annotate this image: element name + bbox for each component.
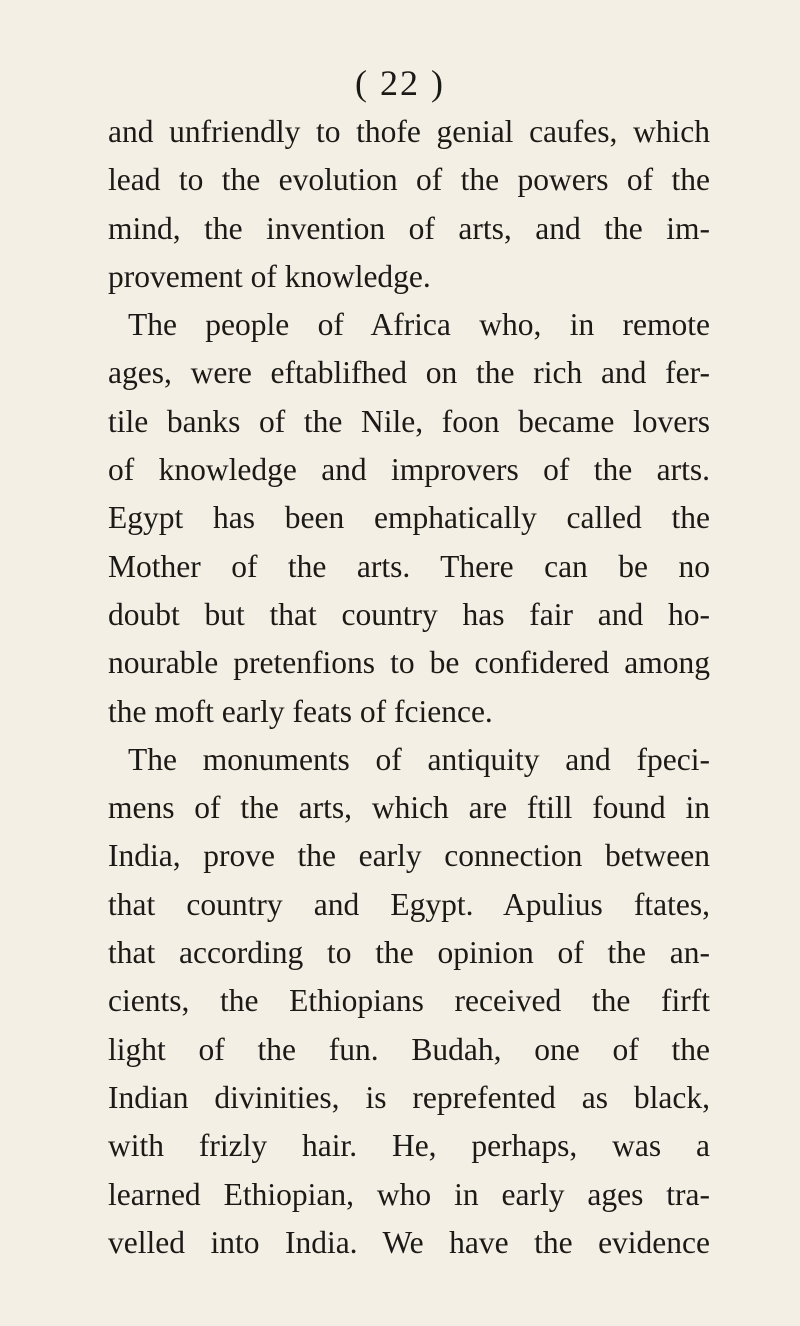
text-line: India, prove the early connection between bbox=[108, 838, 710, 874]
text-line: mind, the invention of arts, and the im- bbox=[108, 210, 710, 246]
text-line: with frizly hair. He, perhaps, was a bbox=[108, 1128, 710, 1164]
text-line: Mother of the arts. There can be no bbox=[108, 548, 710, 584]
text-line: mens of the arts, which are ftill found in bbox=[108, 790, 710, 826]
text-line: doubt but that country has fair and ho- bbox=[108, 596, 710, 632]
text-line: that country and Egypt. Apulius ftates, bbox=[108, 886, 710, 922]
text-line: tile banks of the Nile, foon became lovers bbox=[108, 403, 710, 439]
page-number: ( 22 ) bbox=[355, 63, 445, 103]
body-text bbox=[108, 108, 710, 1267]
text-line: Egypt has been emphatically called the bbox=[108, 500, 710, 536]
text-line: light of the fun. Budah, one of the bbox=[108, 1031, 710, 1067]
text-line: the moft early feats of fcience. bbox=[108, 693, 493, 729]
text-line: and unfriendly to thofe genial caufes, which bbox=[108, 114, 710, 149]
text-line: provement of knowledge. bbox=[108, 258, 431, 294]
paragraph-start-line: The monuments of antiquity and fpeci- bbox=[128, 741, 710, 777]
text-line: that according to the opinion of the an- bbox=[108, 935, 710, 971]
paragraph-start-line: The people of Africa who, in remote bbox=[128, 307, 710, 343]
text-line: nourable pretenfions to be confidered among bbox=[108, 645, 710, 681]
text-line: lead to the evolution of the powers of the bbox=[108, 162, 710, 198]
text-line: of knowledge and improvers of the arts. bbox=[108, 452, 710, 488]
text-line: cients, the Ethiopians received the firft bbox=[108, 983, 710, 1019]
text-line: Indian divinities, is reprefented as black, bbox=[108, 1079, 710, 1115]
text-line: velled into India. We have the evidence bbox=[108, 1224, 710, 1260]
text-line: learned Ethiopian, who in early ages tra- bbox=[108, 1176, 710, 1212]
text-line: ages, were eftablifhed on the rich and fer- bbox=[108, 355, 710, 391]
